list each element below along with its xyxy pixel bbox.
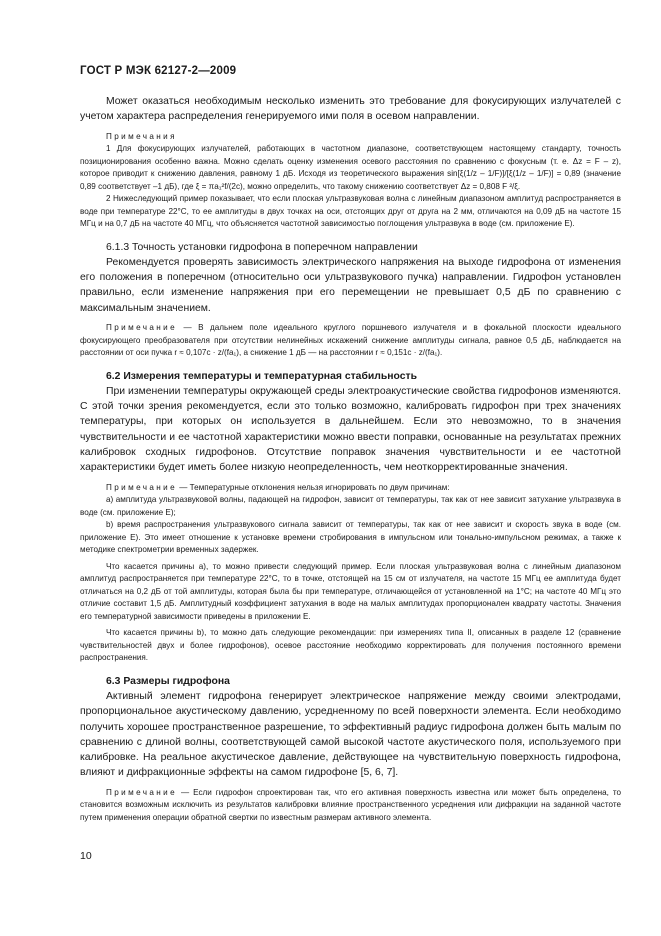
note-far-field [80,322,621,360]
paragraph-hydrophone-size: Активный элемент гидрофона генерирует электрическое напряжение между своими электродами, пропорциональное акустическому давлению, усредненному по всей поверхности элемента. Если необходимо получить хорошее пространственное разрешение, то эффективный радиус гидрофона должен быть малым по сравнению с длиной волны, соответствующей самой высокой частоте акустического поля, используемого при калибровке. На реальное акустическое давление, действующее на чувствительную поверхность гидрофона, влияют и дифракционные эффекты на самом гидрофоне [5, 6, 7]. [80,690,621,779]
paragraph-focusing-requirement: Может оказаться необходимым несколько изменить это требование для фокусирующих излучателей с учетом характера распределения генерируемого ими поля в осевом направлении. [80,96,621,123]
page-content [80,94,621,824]
page-number: 10 [80,850,92,862]
note-reason-a-example: Что касается причины а), то можно привести следующий пример. Если плоская ультразвуковая волна с линейным диапазоном амплитуд распространяется при температуре 22°C, то в точке, отстоящей на 15 см от излучателя, на частоте 15 МГц ее амплитуда будет отличаться на 0,2 дБ от той амплитуды, которая была бы при температуре, отличающейся от установленной на 1°C; на частоте 40 МГц это отличие составит 1,5 дБ. Амплитудный коэффициент затухания в воде на малых амплитудах пропорционален квадрату частоты. Значения его температурной зависимости приведены в приложении Е. [80,561,621,621]
note-text: — Температурные отклонения нельзя игнорировать по двум причинам: [179,482,450,492]
section-6-2-title: 6.2 Измерения температуры и температурная стабильность [106,370,417,382]
note-item-b: b) время распространения ультразвукового сигнала зависит от температуры, так как от нее зависит и скорость звука в воде (см. приложение Е). Это имеет отношение к установке времени стробирования в импульсном или тонально-импульсном режимах, а также к методике спектрометрии временных задержек. [80,520,621,555]
note-label: Примечание [106,787,178,797]
note-1-focusing-accuracy: 1 Для фокусирующих излучателей, работающих в частотном диапазоне, соответствующем настоящему стандарту, точность позиционирования особенно важна. Можно сделать оценку изменения осевого расстояния по сравнению с фокусным (т. е. Δz = F – z), которое приводит к снижению давления, равному 1 дБ. Исходя из теоретического выражения sin[ξ(1/z – 1/F)]/[ξ(1/z – 1/F)] = 0,89 (значение 0,89 соответствует –1 дБ), где ξ = πa₁²f/(2c), можно определить, что такому снижению соответствует Δz = 0,808 F ²/ξ. [80,144,621,191]
note-text: — Если гидрофон спроектирован так, что его активная поверхность известна или может быть определена, то становится возможным исключить из результатов калибровки влияние пространственного усреднения или дифракции на заданной частоте путем применения операции обратной свертки по известным размерам активного элемента. [80,787,622,822]
section-6-1-3-title: 6.1.3 Точность установки гидрофона в поперечном направлении [106,241,418,253]
paragraph-temperature: При изменении температуры окружающей среды электроакустические свойства гидрофонов изменяются. С этой точки зрения рекомендуется, если это только возможно, калибровать гидрофон при трех значениях температуры, при которых он используется в дальнейшем. Если это невозможно, то в значения чувствительности и ее частотной характеристики можно ввести поправки, основанные на результатах прежних калибровок сходных гидрофонов. Отсутствие поправок значения чувствительности и ее частотной характеристики будет иметь более низкую неопределенность, чем неоткорректированные значения. [80,385,621,474]
section-6-3-title: 6.3 Размеры гидрофона [106,675,230,687]
note-deconvolution [80,787,621,825]
document-header: ГОСТ Р МЭК 62127-2—2009 [80,65,237,77]
note-text: — В дальнем поле идеального круглого поршневого излучателя и в фокальной плоскости идеального фокусирующего преобразователя при отсутствии нелинейных искажений снижение амплитуды сигнала, равное 0,5 дБ, наблюдается на расстоянии от оси пучка r ≈ 0,107c · z/(fa₁), а снижение 1 дБ — на расстоянии r ≈ 0,151c · z/(fa₁). [80,323,621,358]
note-label: Примечание [106,482,178,492]
note-2-absorption-example: 2 Нижеследующий пример показывает, что если плоская ультразвуковая волна с линейным диапазоном амплитуд распространяется в воде при температуре 22°C, то ее амплитуды в двух точках на оси, отстоящих друг от друга на 2 мм, отличаются на 0,09 дБ на частоте 15 МГц и на 0,7 дБ на частоте 40 МГц, что объясняется частотной зависимостью поглощения ультразвука в воде (см. приложение Е). [80,194,621,229]
note-label: Примечание [106,323,178,333]
note-temperature [80,482,621,495]
paragraph-lateral-positioning: Рекомендуется проверять зависимость электрического напряжения на выходе гидрофона от изменения его положения в поперечном (относительно оси ультразвукового пучка) направлении. Гидрофон установлен правильно, если изменение напряжения при его перемещении не превышает 0,5 дБ по сравнению с максимальным значением. [80,256,621,314]
note-reason-b-recommendation: Что касается причины b), то можно дать следующие рекомендации: при измерениях типа II, описанных в разделе 12 (сравнение чувствительностей двух и более гидрофонов), осевое расстояние необходимо корректировать для получения постоянного времени распространения. [80,628,621,663]
notes-label: Примечания [106,131,177,141]
note-item-a: а) амплитуда ультразвуковой волны, падающей на гидрофон, зависит от температуры, так как от нее зависит затухание ультразвука в воде (см. приложение Е); [80,495,621,517]
